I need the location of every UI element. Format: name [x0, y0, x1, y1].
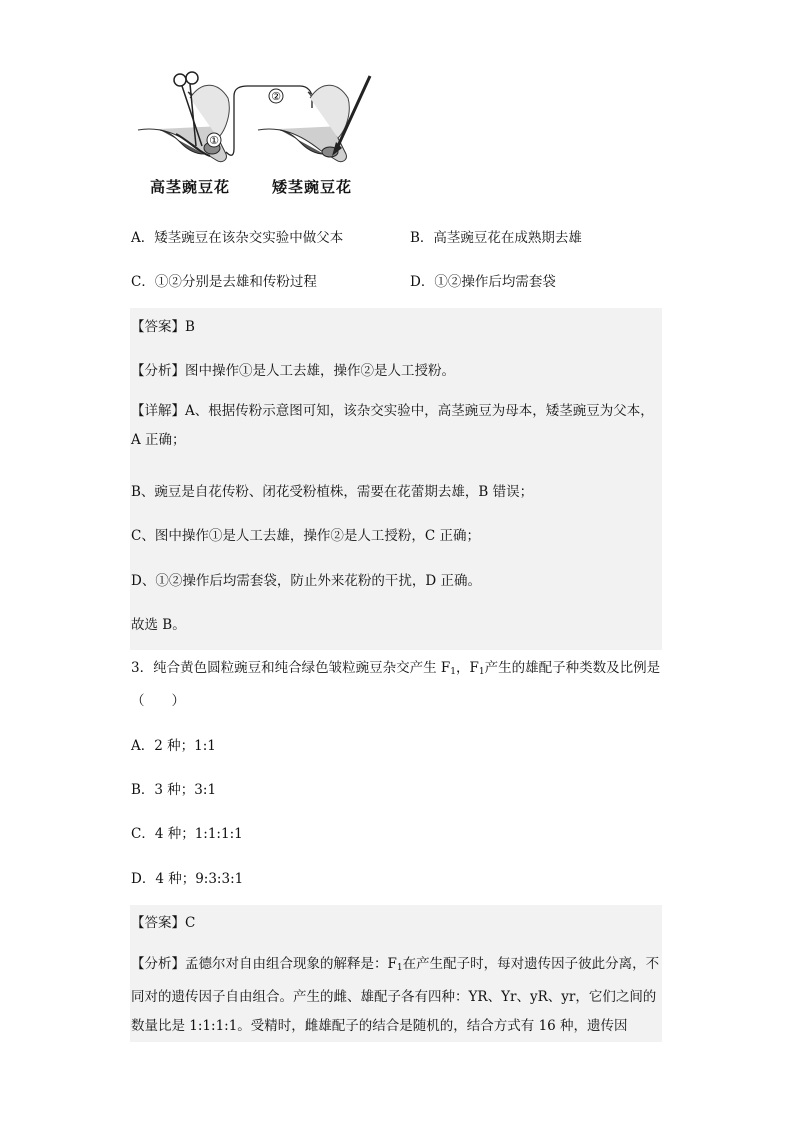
q2-detail-d: D、①②操作后均需套袋，防止外来花粉的干扰，D 正确。	[131, 573, 481, 589]
q3-analysis-text: 在产生配子时，每对遗传因子彼此分离，不同对的遗传因子自由组合。产生的雌、雄配子各有四种：YR、Yr、yR、yr，它们之间的数量比是 1:1:1:1。受精时，雌雄配子的结合是随机的，结合方式有 16 种，遗传因	[131, 956, 660, 1034]
q3-stem-text: 3．纯合黄色圆粒豌豆和纯合绿色皱粒豌豆杂交产生 F	[131, 660, 451, 676]
q3-option-a: A．2 种；1:1	[131, 738, 216, 754]
q2-option-d: D．①②操作后均需套袋	[410, 274, 556, 290]
q2-detail-a: 【详解】A、根据传粉示意图可知，该杂交实验中，高茎豌豆为母本，矮茎豌豆为父本，A 正确；	[131, 403, 654, 448]
caption-tall-pea: 高茎豌豆花	[150, 178, 231, 196]
q2-detail-c: C、图中操作①是人工去雄，操作②是人工授粉，C 正确；	[131, 528, 480, 544]
q3-analysis	[131, 950, 661, 1041]
q3-stem	[131, 654, 661, 716]
q2-answer: 【答案】B	[131, 319, 195, 335]
q3-stem-subscript: 1	[478, 667, 485, 677]
q2-conclusion: 故选 B。	[131, 617, 186, 633]
q3-stem-text: ，F	[455, 660, 479, 676]
q3-analysis-text: 【分析】孟德尔对自由组合现象的解释是：F	[131, 956, 397, 972]
q2-detail-b: B、豌豆是自花传粉、闭花受粉植株，需要在花蕾期去雄，B 错误；	[131, 484, 534, 500]
q3-option-b: B．3 种；3:1	[131, 782, 217, 798]
q2-analysis: 【分析】图中操作①是人工去雄，操作②是人工授粉。	[131, 363, 455, 379]
q3-stem-text: 产生的雄配子种类数及比例是（ ）	[131, 660, 661, 709]
q2-option-c: C．①②分别是去雄和传粉过程	[131, 274, 317, 290]
q2-option-a: A．矮茎豌豆在该杂交实验中做父本	[131, 230, 344, 246]
tall-pea-flower-illustration	[138, 85, 229, 161]
q3-option-d: D．4 种；9:3:3:1	[131, 871, 244, 887]
q2-option-b: B．高茎豌豆花在成熟期去雄	[410, 230, 582, 246]
step2-label: ②	[271, 90, 281, 103]
q3-answer: 【答案】C	[131, 915, 196, 931]
step1-label: ①	[209, 134, 219, 147]
q3-analysis-subscript: 1	[396, 963, 403, 973]
q3-stem-subscript: 1	[450, 667, 456, 677]
caption-short-pea: 矮茎豌豆花	[272, 178, 353, 196]
q3-option-c: C．4 种；1:1:1:1	[131, 826, 243, 842]
